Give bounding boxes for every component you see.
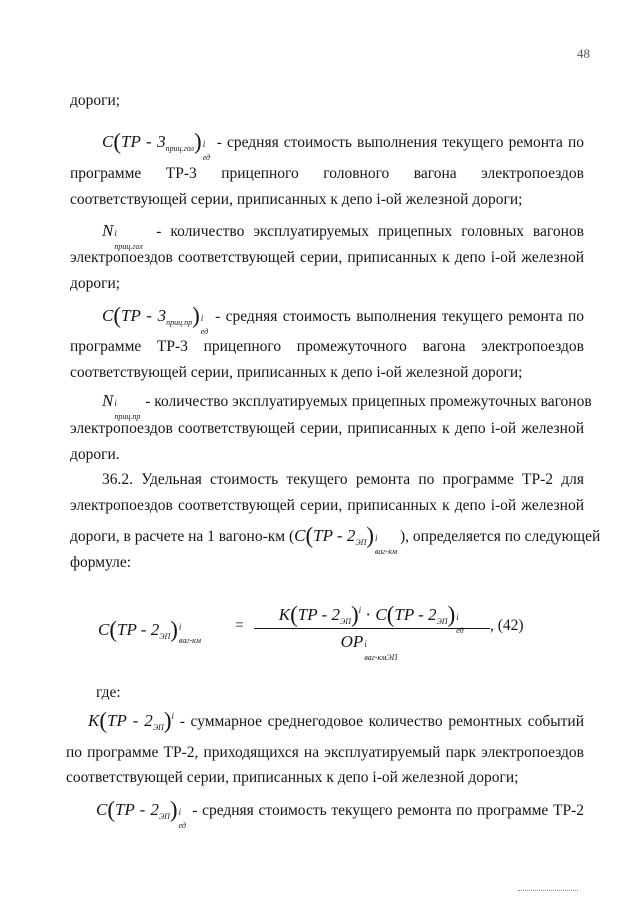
definition-line <box>102 129 585 162</box>
text-line: программе ТР-3 прицепного промежуточного вагона электропоездов <box>70 338 584 355</box>
equals-sign: = <box>235 617 244 634</box>
formula-c-tp2-ed: $C(TP - 2_{ЭП})$ i ед <box>96 797 186 830</box>
text-line: где: <box>96 684 121 701</box>
text-line <box>70 91 584 113</box>
text-line: формуле: <box>70 554 132 571</box>
text-line: электропоездов соответствующей серии, приписанных к депо i-ой железной <box>70 420 584 437</box>
definition-line: $C(TP - 2_{ЭП})$ i ед - средняя стоимость текущего ремонта по программе ТР-2 <box>96 797 584 830</box>
formula-c-tp3-pricgol: $C(TP - 3_{приц.гол})$ i ед <box>102 129 211 162</box>
text-fragment: - средняя стоимость выполнения текущего ремонта по <box>216 134 585 151</box>
fraction <box>254 602 490 662</box>
text-line: соответствующей серии, приписанных к депо i-ой железной дороги; <box>66 769 519 786</box>
formula-n-pricpr: N i приц.пр <box>102 391 141 421</box>
formula-lhs: $C(TP - 2_{ЭП})$ i ваг-км <box>98 617 201 645</box>
text-line: по программе ТР-2, приходящихся на эксплуатируемый парк электропоездов <box>66 744 584 761</box>
definition-line: N i приц.пр - количество эксплуатируемых прицепных промежуточных вагонов <box>102 391 592 421</box>
formula-c-tp2-vagkm-inline: $C(TP - 2_{ЭП})$ i ваг-км <box>294 523 398 556</box>
scan-artifact <box>518 890 578 892</box>
text-line: дороги; <box>70 275 121 292</box>
formula-n-pricgol: N i приц.гол <box>102 221 143 251</box>
fraction-numerator: $K(TP - 2_{ЭП})^i \cdot C(TP - 2_{ЭП})$ i ед <box>278 602 464 635</box>
definition-line: N i приц.гол - количество эксплуатируемых прицепных головных вагонов <box>102 221 584 251</box>
fraction-bar <box>254 628 490 629</box>
text-fragment: дороги; <box>70 92 121 109</box>
page-number: 48 <box>577 46 590 61</box>
definition-line: $C(TP - 3_{приц.пр})$ i ед - средняя стоимость выполнения текущего ремонта по <box>102 303 585 336</box>
text-line: дороги. <box>70 446 120 463</box>
text-line: соответствующей серии, приписанных к депо i-ой железной дороги; <box>70 191 523 208</box>
definition-line: $K(TP - 2_{ЭП})^i$ - суммарное среднегодовое количество ремонтных событий <box>88 708 584 733</box>
text-line: дороги, в расчете на 1 вагоно-км ($C(TP - 2_{ЭП})$ i ваг-км ), определяется по следующей <box>70 523 601 556</box>
text-line: программе ТР-3 прицепного головного вагона электропоездов <box>70 165 584 182</box>
text-line: 36.2. Удельная стоимость текущего ремонта по программе ТР-2 для <box>102 471 584 488</box>
formula-42 <box>98 602 538 662</box>
formula-k-tp2: $K(TP - 2_{ЭП})^i$ <box>88 708 175 733</box>
text-line: электропоездов соответствующей серии, приписанных к депо i-ой железной <box>70 497 584 514</box>
fraction-denominator: OP i ваг-кмЭП <box>340 632 398 662</box>
formula-c-tp3-pricpr: $C(TP - 3_{приц.пр})$ i ед <box>102 303 209 336</box>
equation-number: , (42) <box>490 617 524 634</box>
text-line: соответствующей серии, приписанных к депо i-ой железной дороги; <box>70 364 523 381</box>
text-line: электропоездов соответствующей серии, приписанных к депо i-ой железной <box>70 249 584 266</box>
